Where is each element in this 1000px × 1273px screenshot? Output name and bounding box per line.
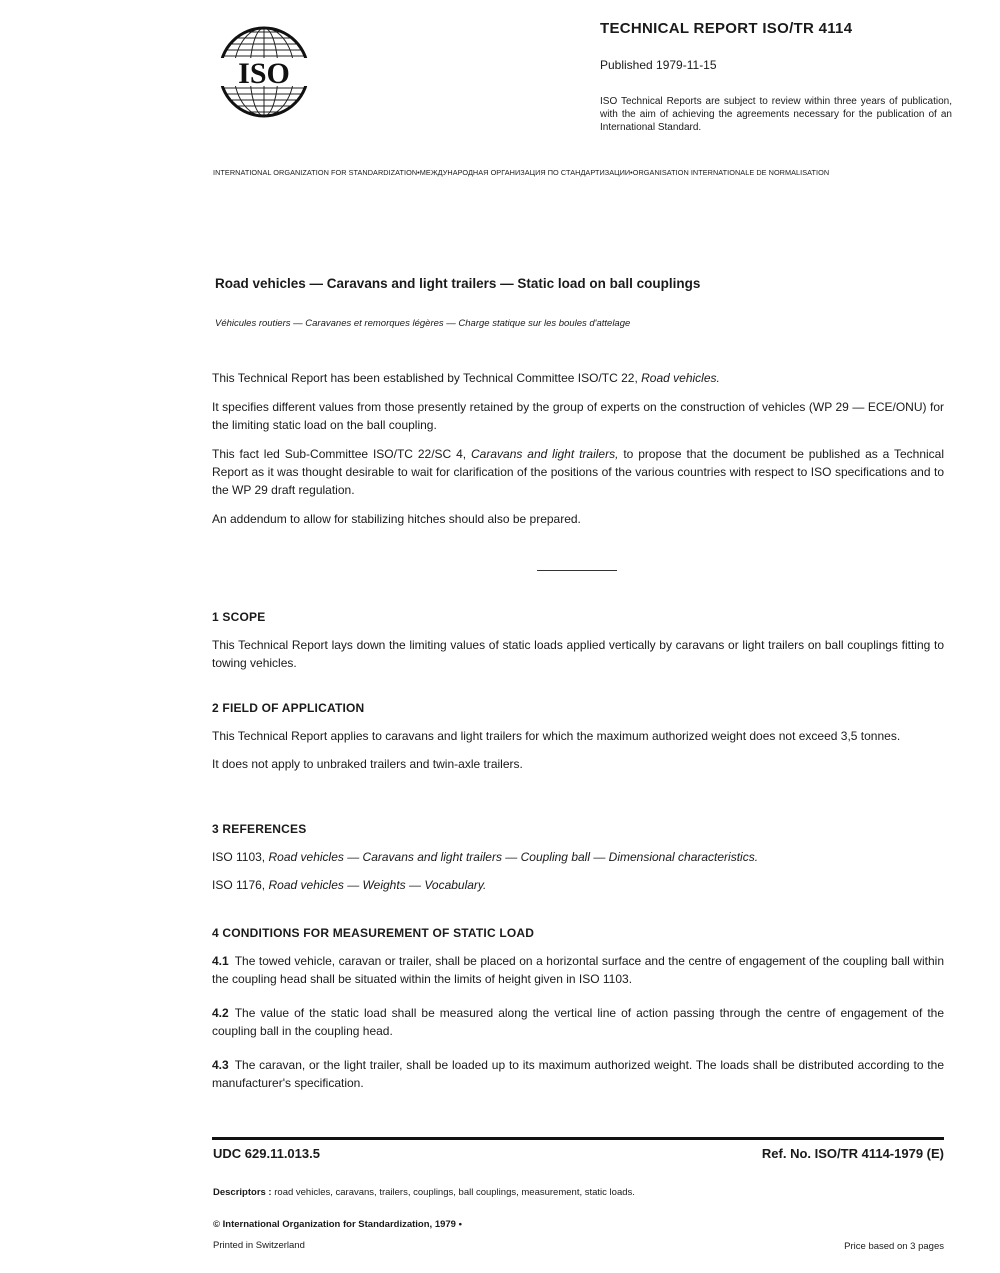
section-field-of-application: [212, 701, 944, 783]
section-text: This Technical Report applies to caravans and light trailers for which the maximum authorized weight does not exceed 3,5 tonnes.: [212, 729, 901, 743]
section-heading: 1 SCOPE: [212, 610, 266, 624]
section-heading: 3 REFERENCES: [212, 822, 307, 836]
report-title: TECHNICAL REPORT ISO/TR 4114: [600, 20, 853, 37]
section-heading: 2 FIELD OF APPLICATION: [212, 701, 365, 715]
footer-rule: [212, 1137, 944, 1140]
intro-paragraph: It specifies different values from those presently retained by the group of experts on the construction of vehicles (WP 29 — ECE/ONU) for the limiting static load on the ball coupling.: [212, 400, 944, 432]
udc-number: UDC 629.11.013.5: [213, 1146, 320, 1161]
document-subtitle-french: Véhicules routiers — Caravanes et remorques légères — Charge statique sur les boules d'attelage: [215, 318, 631, 329]
intro-paragraph: This Technical Report has been established by Technical Committee ISO/TC 22, Road vehicles.: [212, 371, 720, 385]
review-note: ISO Technical Reports are subject to review within three years of publication, with the aim of achieving the agreements necessary for the publication of an International Standard.: [600, 96, 952, 133]
copyright-notice: © International Organization for Standardization, 1979 •: [213, 1219, 462, 1230]
intro-paragraph: This fact led Sub-Committee ISO/TC 22/SC 4, Caravans and light trailers, to propose that the document be published as a Technical Report as it was thought desirable to wait for clarification of the positions of the various countries with respect to ISO specifications and to the WP 29 draft regulation.: [212, 447, 945, 497]
iso-logo-icon: [212, 20, 316, 124]
subclause-4-1: 4.1 The towed vehicle, caravan or trailer, shall be placed on a horizontal surface and the centre of engagement of the coupling ball within the coupling head shall be situated within the limits of height given in ISO 1103.: [212, 954, 944, 986]
printed-location: Printed in Switzerland: [213, 1240, 305, 1251]
publication-date: Published 1979-11-15: [600, 58, 717, 72]
introduction: [212, 369, 944, 539]
section-heading: 4 CONDITIONS FOR MEASUREMENT OF STATIC LOAD: [212, 926, 535, 940]
subclause-4-2: 4.2 The value of the static load shall be measured along the vertical line of action passing through the centre of engagement of the coupling ball in the coupling head.: [212, 1006, 944, 1038]
organization-line: INTERNATIONAL ORGANIZATION FOR STANDARDIZATION•МЕЖДУНАРОДНАЯ ОРГАНИЗАЦИЯ ПО СТАНДАРТИЗАЦИИ•ORGANISATION INTERNATIONALE DE NORMALISATION: [213, 168, 830, 177]
reference-item: ISO 1176, Road vehicles — Weights — Vocabulary.: [212, 878, 487, 892]
document-title: Road vehicles — Caravans and light trailers — Static load on ball couplings: [215, 276, 701, 291]
section-scope: [212, 610, 944, 682]
section-conditions: [212, 926, 944, 1102]
subclause-4-3: 4.3 The caravan, or the light trailer, shall be loaded up to its maximum authorized weight. The loads shall be distributed according to the manufacturer's specification.: [212, 1058, 944, 1090]
reference-item: ISO 1103, Road vehicles — Caravans and light trailers — Coupling ball — Dimensional characteristics.: [212, 850, 759, 864]
logo-text: ISO: [238, 57, 290, 90]
price-note: Price based on 3 pages: [844, 1241, 944, 1252]
separator-line: [537, 570, 617, 571]
section-text: It does not apply to unbraked trailers and twin-axle trailers.: [212, 757, 523, 771]
reference-number: Ref. No. ISO/TR 4114-1979 (E): [761, 1146, 944, 1161]
section-references: [212, 822, 944, 904]
descriptors: Descriptors : road vehicles, caravans, trailers, couplings, ball couplings, measurement, static loads.: [213, 1187, 635, 1198]
intro-paragraph: An addendum to allow for stabilizing hitches should also be prepared.: [212, 512, 581, 526]
section-text: This Technical Report lays down the limiting values of static loads applied vertically by caravans or light trailers on ball couplings fitting to towing vehicles.: [212, 638, 944, 670]
